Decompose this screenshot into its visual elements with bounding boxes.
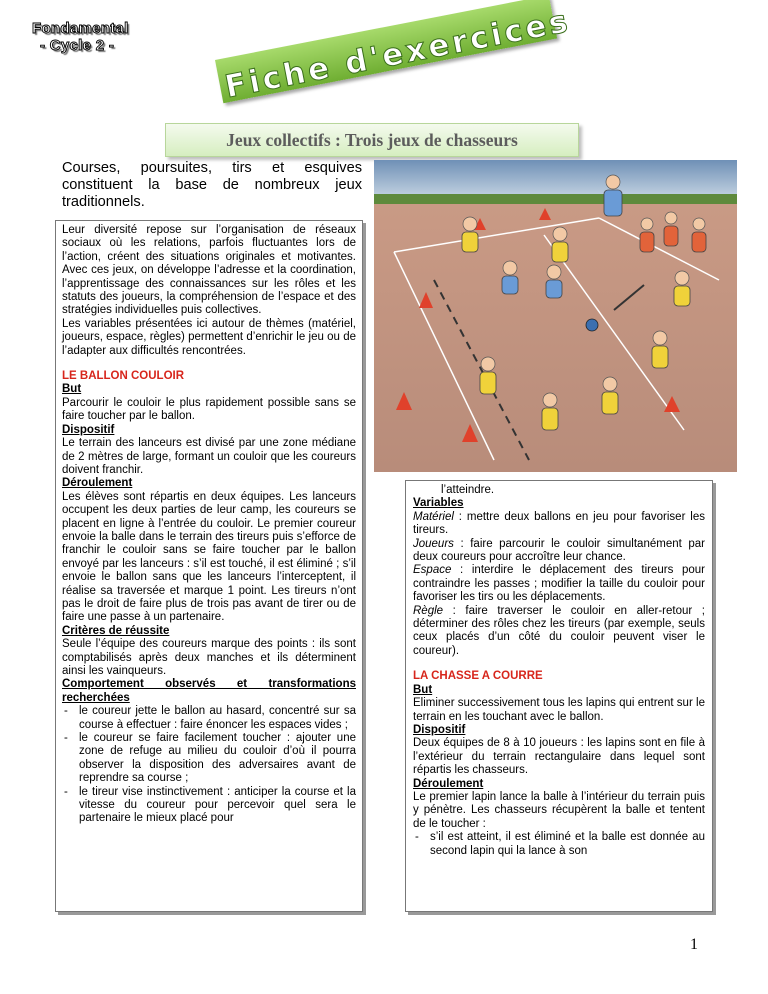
text-dispositif: Deux équipes de 8 à 10 joueurs : les lapins sont en file à l’extérieur du terrain rectangulaire dans lequel sont répartis les chasseurs. — [413, 737, 705, 777]
variable-label: Espace — [413, 564, 452, 577]
list-item: - le tireur vise instinctivement : anticiper la course et la vitesse du coureur pour percevoir quel sera le partenaire le mieux placé pour — [62, 786, 356, 826]
variable-espace — [413, 564, 705, 604]
heading-deroulement: Déroulement — [413, 777, 484, 790]
text-continuation: l’atteindre. — [441, 484, 495, 496]
section-title-chasse-a-courre: LA CHASSE A COURRE — [413, 670, 543, 683]
list-item: - s’il est atteint, il est éliminé et la balle est donnée au second lapin qui la lance à son — [413, 831, 705, 858]
variable-joueurs — [413, 538, 705, 565]
variable-label: Matériel — [413, 510, 454, 523]
text-column-right — [405, 480, 713, 912]
text-but: Parcourir le couloir le plus rapidement possible sans se faire toucher par le ballon. — [62, 396, 356, 423]
heading-dispositif: Dispositif — [413, 723, 466, 736]
heading-deroulement: Déroulement — [62, 477, 133, 490]
illustration-playground — [374, 160, 737, 472]
subtitle-text: Jeux collectifs : Trois jeux de chasseurs — [226, 130, 518, 150]
text-deroulement: Le premier lapin lance la balle à l’intérieur du terrain puis y pénètre. Les chasseurs récupèrent la balle et tentent de le toucher : — [413, 790, 705, 830]
intro-text: Courses, poursuites, tirs et esquives constituent la base de nombreux jeux traditionnels. — [62, 160, 362, 210]
title-banner-text: Fiche d'exercices — [222, 3, 574, 106]
page-number: 1 — [690, 936, 698, 953]
variable-label: Règle — [413, 604, 444, 617]
text-column-left — [55, 220, 363, 912]
subtitle-box — [165, 123, 579, 157]
heading-variables: Variables — [413, 497, 464, 510]
variable-text: : faire parcourir le couloir simultanément par deux coureurs pour accroître leur chance. — [413, 537, 705, 564]
text-criteres: Seule l’équipe des coureurs marque des points : ils sont comptabilisés après deux manches et ils déterminent ainsi les vainqueurs. — [62, 638, 356, 677]
paragraph-diversity: Leur diversité repose sur l’organisation de réseaux sociaux où les relations, parfois fluctuantes lors de l’action, créent des situations originales et motivantes. Avec ces jeux, on développe l’adresse et la coordination, l’apprentissage des connaissances sur les rôles et les statuts des joueurs, la compréhension de l’espace et des stratégies individuelles puis collectives. — [62, 224, 356, 317]
text-dispositif: Le terrain des lanceurs est divisé par une zone médiane de 2 mètres de large, formant un couloir que les coureurs doivent franchir. — [62, 437, 356, 476]
paragraph-variables: Les variables présentées ici autour de thèmes (matériel, joueurs, espace, règles) permettent d’enrichir le jeu ou de l’adapter aux difficultés rencontrées. — [62, 317, 356, 357]
variable-regle — [413, 605, 705, 659]
variable-text: : faire traverser le couloir en aller-retour ; déterminer des rôles chez les tireurs (par exemple, seuls ceux placés d’un côté du couloir peuvent viser le coureur). — [413, 604, 705, 657]
text-deroulement: Les élèves sont répartis en deux équipes. Les lanceurs occupent les deux parties de leur camp, les coureurs se placent en ligne à l’entrée du couloir. Le premier coureur envoie la balle dans le terrain des tireurs puis s’efforce de franchir le couloir sans se faire toucher par le ballon envoyé par les lanceurs : s’il est touché, il est éliminé ; s’il envoie le ballon sans que les lanceurs l’interceptent, il réalise sa traversée et marque 1 point. Les tireurs n’ont pas le droit de faire plus de trois pas avant de tirer ou de faire une passe à un partenaire. — [62, 490, 356, 624]
variable-text: : interdire le déplacement des tireurs pour contraindre les passes ; modifier la taille du couloir pour favoriser les tirs ou les déplacements. — [413, 564, 705, 604]
variable-text: : mettre deux ballons en jeu pour favoriser les tireurs. — [413, 510, 705, 537]
heading-but: But — [62, 383, 82, 396]
heading-comportement: Comportement observés et transformations recherchées — [62, 678, 356, 704]
level-line-2: - Cycle 2 - — [40, 37, 115, 54]
list-item: - le coureur se faire facilement toucher : ajouter une zone de refuge au milieu du couloir d’où il pourra observer la disposition des adversaires avant de reprendre sa course ; — [62, 732, 356, 786]
variable-materiel — [413, 511, 705, 538]
text-but: Eliminer successivement tous les lapins qui entrent sur le terrain en les touchant avec le ballon. — [413, 697, 705, 723]
level-label — [32, 20, 129, 54]
heading-dispositif: Dispositif — [62, 423, 115, 436]
section-title-ballon-couloir: LE BALLON COULOIR — [62, 370, 185, 383]
variable-label: Joueurs — [413, 537, 454, 550]
heading-criteres: Critères de réussite — [62, 624, 170, 637]
list-item: - le coureur jette le ballon au hasard, concentré sur sa course à effectuer : faire énoncer les espaces vides ; — [62, 705, 356, 732]
heading-but: But — [413, 683, 433, 696]
level-line-1: Fondamental — [32, 20, 129, 37]
